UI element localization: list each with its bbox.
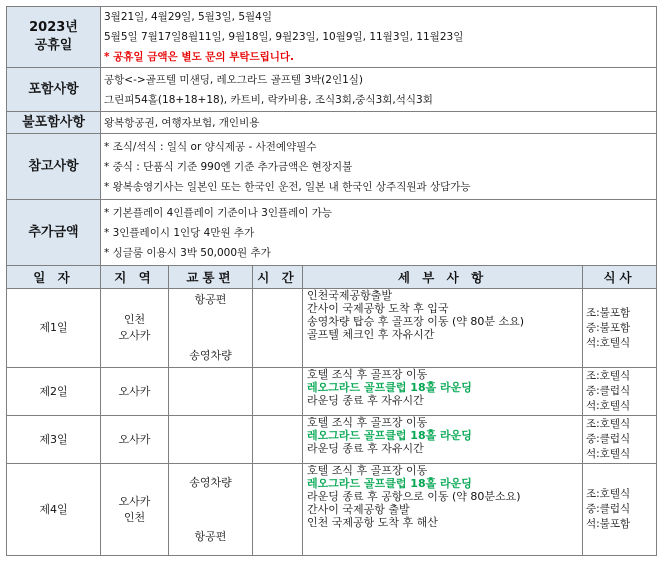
detail-line5: 인천 국제공항 도착 후 해산 (307, 516, 438, 529)
extra-line1: * 기본플레이 4인플레이 기준이나 3인플레이 가능 (104, 206, 333, 219)
schedule-header (7, 266, 657, 289)
schedule-row-day3 (7, 416, 657, 464)
day-cell: 제1일 (7, 289, 101, 368)
region-line2: 오사카 (118, 329, 151, 342)
meal-breakfast: 조:호텔식 (586, 418, 631, 430)
holiday-row (7, 7, 657, 68)
region-line1: 오사카 (118, 494, 151, 508)
region-cell: 오사카 (101, 368, 169, 416)
details-cell (303, 368, 583, 416)
excluded-info: 왕복항공권, 여행자보험, 개인비용 (101, 112, 657, 134)
extra-info (101, 200, 657, 266)
meal-dinner: 석:불포함 (586, 518, 631, 530)
detail-line4: 간사이 국제공항 출발 (307, 503, 410, 516)
detail-line3: 라운딩 종료 후 자유시간 (307, 442, 424, 455)
time-cell (253, 368, 303, 416)
included-info (101, 68, 657, 112)
extra-line3: * 싱글룸 이용시 3박 50,000원 추가 (104, 246, 271, 259)
detail-line3: 라운딩 종료 후 공항으로 이동 (약 80분소요) (307, 490, 521, 503)
header-meal: 식사 (583, 266, 657, 289)
included-line1: 공항<->골프텔 미샌딩, 레오그라드 골프텔 3박(2인1실) (104, 73, 364, 86)
transport-cell (169, 464, 253, 556)
holiday-note: * 공휴일 금액은 별도 문의 부탁드립니다. (104, 51, 295, 63)
included-row (7, 68, 657, 112)
detail-line2: 레오그라드 골프클럽 18홀 라운딩 (307, 381, 472, 394)
excluded-row (7, 112, 657, 134)
extra-line2: * 3인플레이시 1인당 4만원 추가 (104, 226, 255, 239)
meal-cell (583, 464, 657, 556)
included-label: 포함사항 (7, 68, 101, 112)
time-cell (253, 289, 303, 368)
meal-cell (583, 368, 657, 416)
holiday-label-line2: 공휴일 (34, 38, 73, 53)
transport-line1: 항공편 (194, 293, 227, 306)
meal-cell (583, 289, 657, 368)
day-cell: 제4일 (7, 464, 101, 556)
reference-line2: * 중식 : 단품식 기준 990엔 기준 추가금액은 현장지불 (104, 160, 353, 173)
meal-dinner: 석:호텔식 (586, 336, 631, 349)
meal-breakfast: 조:호텔식 (586, 488, 631, 500)
transport-cell (169, 289, 253, 368)
header-details: 세 부 사 항 (303, 266, 583, 289)
extra-row (7, 200, 657, 266)
meal-cell (583, 416, 657, 464)
schedule-row-day4 (7, 464, 657, 556)
detail-line1: 호텔 조식 후 골프장 이동 (307, 464, 428, 477)
schedule-row-day2 (7, 368, 657, 416)
reference-line3: * 왕복송영기사는 일본인 또는 한국인 운전, 일본 내 한국인 상주직원과 상담가능 (104, 180, 471, 193)
region-line2: 인천 (123, 510, 146, 524)
transport-cell (169, 416, 253, 464)
detail-line3: 송영차량 탑승 후 골프장 이동 (약 80분 소요) (307, 315, 525, 328)
meal-breakfast: 조:불포함 (586, 306, 631, 319)
excluded-label: 불포함사항 (7, 112, 101, 134)
details-cell (303, 416, 583, 464)
extra-label: 추가금액 (7, 200, 101, 266)
transport-cell (169, 368, 253, 416)
region-cell (101, 289, 169, 368)
reference-info (101, 134, 657, 200)
holiday-dates-line2: 5월5일 7월17일8월11일, 9월18일, 9월23일, 10월9일, 11월3일, 11월23일 (104, 31, 464, 43)
region-line1: 인천 (123, 313, 146, 326)
reference-row (7, 134, 657, 200)
details-cell (303, 464, 583, 556)
detail-line1: 호텔 조식 후 골프장 이동 (307, 416, 428, 429)
included-line2: 그린피54홀(18+18+18), 카트비, 락카비용, 조식3회,중식3회,석식3회 (104, 93, 433, 106)
tour-table (6, 6, 657, 556)
detail-line1: 인천국제공항출발 (307, 289, 393, 302)
reference-line1: * 조식/석식 : 일식 or 양식제공 - 사전예약필수 (104, 140, 317, 153)
time-cell (253, 464, 303, 556)
header-time: 시 간 (253, 266, 303, 289)
day-cell: 제3일 (7, 416, 101, 464)
holiday-label-line1: 2023년 (29, 20, 78, 35)
schedule-row-day1 (7, 289, 657, 368)
detail-line2: 레오그라드 골프클럽 18홀 라운딩 (307, 477, 472, 490)
region-cell: 오사카 (101, 416, 169, 464)
meal-dinner: 석:호텔식 (586, 448, 631, 460)
transport-line2: 송영차량 (189, 349, 232, 362)
holiday-info (101, 7, 657, 68)
meal-dinner: 석:호텔식 (586, 400, 631, 412)
detail-line2: 간사이 국제공항 도착 후 입국 (307, 302, 449, 315)
meal-lunch: 중:클럽식 (586, 503, 631, 515)
reference-label: 참고사항 (7, 134, 101, 200)
detail-line1: 호텔 조식 후 골프장 이동 (307, 368, 428, 381)
day-cell: 제2일 (7, 368, 101, 416)
transport-line1: 송영차량 (189, 475, 232, 489)
meal-lunch: 중:불포함 (586, 321, 631, 334)
holiday-dates-line1: 3월21일, 4월29일, 5월3일, 5월4일 (104, 11, 272, 23)
time-cell (253, 416, 303, 464)
header-transport: 교통편 (169, 266, 253, 289)
holiday-label (7, 7, 101, 68)
meal-lunch: 중:클럽식 (586, 385, 631, 397)
header-region: 지 역 (101, 266, 169, 289)
header-day: 일 자 (7, 266, 101, 289)
detail-line3: 라운딩 종료 후 자유시간 (307, 394, 424, 407)
region-cell (101, 464, 169, 556)
details-cell (303, 289, 583, 368)
meal-lunch: 중:클럽식 (586, 433, 631, 445)
meal-breakfast: 조:호텔식 (586, 370, 631, 382)
detail-line2: 레오그라드 골프클럽 18홀 라운딩 (307, 429, 472, 442)
detail-line4: 골프텔 체크인 후 자유시간 (307, 328, 435, 341)
transport-line2: 항공편 (194, 529, 227, 543)
